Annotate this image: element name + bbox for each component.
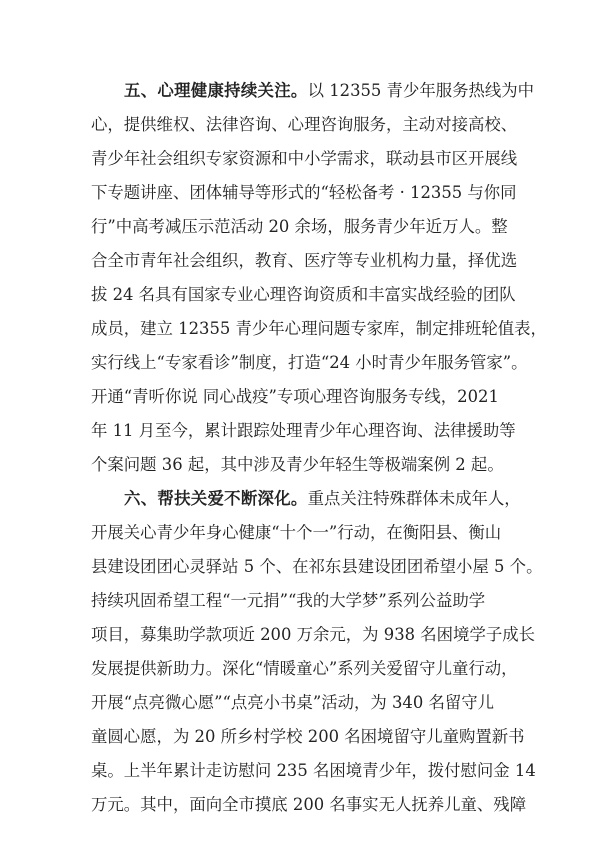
section6-first-line-text: 重点关注特殊群体未成年人，: [307, 489, 521, 508]
section5-line: 年 11 月至今，累计跟踪处理青少年心理咨询、法律援助等: [91, 421, 516, 440]
section5-first-line-text: 以 12355 青少年服务热线为中: [307, 81, 535, 100]
section6-line: 项目，募集助学款项近 200 万余元，为 938 名困境学子成长: [91, 625, 536, 644]
section5-line: 开通“青听你说 同心战疫”专项心理咨询服务专线，2021: [91, 387, 499, 406]
section6-heading: 六、帮扶关爱不断深化。: [124, 489, 308, 508]
section5-line: 心，提供维权、法律咨询、心理咨询服务，主动对接高校、: [91, 115, 518, 134]
section5-line: 成员，建立 12355 青少年心理问题专家库，制定排班轮值表，: [91, 319, 547, 338]
section5-line: 拔 24 名具有国家专业心理咨询资质和丰富实战经验的团队: [91, 285, 516, 304]
section5-heading: 五、心理健康持续关注。: [124, 81, 308, 100]
section5-line: 合全市青年社会组织，教育、医疗等专业机构力量，择优选: [91, 251, 518, 270]
section6-first-line: [0, 484, 600, 514]
section6-line: 桌。上半年累计走访慰问 235 名困境青少年，拨付慰问金 14: [91, 761, 536, 780]
section5-line: 下专题讲座、团体辅导等形式的“轻松备考 · 12355 与你同: [91, 183, 517, 202]
section6-line: 童圆心愿，为 20 所乡村学校 200 名困境留守儿童购置新书: [91, 727, 525, 746]
section5-line: 青少年社会组织专家资源和中小学需求，联动县市区开展线: [91, 149, 518, 168]
section6-line: 开展“点亮微心愿”“点亮小书桌”活动，为 340 名留守儿: [91, 693, 495, 712]
section5-line: 个案问题 36 起，其中涉及青少年轻生等极端案例 2 起。: [91, 455, 504, 474]
section5-line: 行”中高考减压示范活动 20 余场，服务青少年近万人。整: [91, 217, 508, 236]
section5-line: 实行线上“专家看诊”制度，打造“24 小时青少年服务管家”。: [91, 353, 528, 372]
section6-line: 持续巩固希望工程“一元捐”“我的大学梦”系列公益助学: [91, 591, 486, 610]
section6-line: 开展关心青少年身心健康“十个一”行动，在衡阳县、衡山: [91, 523, 502, 542]
section6-line: 万元。其中，面向全市摸底 200 名事实无人抚养儿童、残障: [91, 795, 527, 814]
section6-line: 县建设团团心灵驿站 5 个、在祁东县建设团团希望小屋 5 个。: [91, 557, 543, 576]
section5-first-line: [0, 76, 600, 106]
section6-line: 发展提供新助力。深化“情暖童心”系列关爱留守儿童行动，: [91, 659, 518, 678]
